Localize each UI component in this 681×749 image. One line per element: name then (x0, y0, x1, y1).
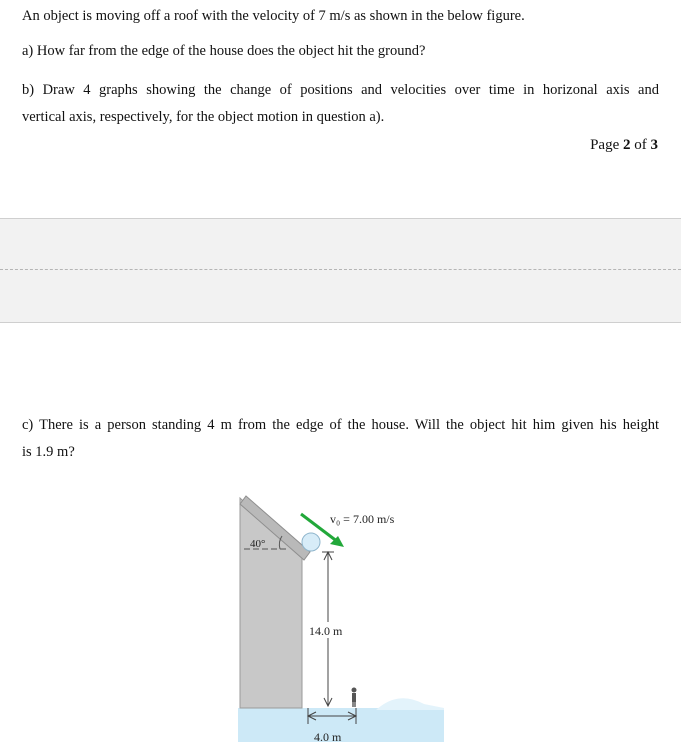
snow-mound (376, 698, 444, 710)
figure-svg (238, 492, 448, 742)
page-current: 2 (623, 137, 631, 153)
person-head (352, 688, 357, 693)
question-b-line2: vertical axis, respectively, for the object motion in question a). (22, 109, 385, 125)
problem-intro: An object is moving off a roof with the velocity of 7 m/s as shown in the below figure. (22, 8, 525, 24)
ball (302, 533, 320, 551)
question-c-line2: is 1.9 m? (22, 444, 75, 460)
roof-projectile-figure (238, 492, 448, 742)
page-number (590, 137, 658, 154)
page-break-dashed-line (0, 269, 681, 270)
question-b-line1: b) Draw 4 graphs showing the change of positions and velocities over time in horizonal axis and (22, 82, 659, 98)
page-of: of (634, 137, 647, 153)
height-label: 14.0 m (309, 624, 343, 638)
angle-label: 40° (250, 538, 266, 550)
question-a: a) How far from the edge of the house does the object hit the ground? (22, 43, 426, 59)
question-c-line1: c) There is a person standing 4 m from the edge of the house. Will the object hit him given his height (22, 417, 659, 433)
distance-label: 4.0 m (314, 730, 342, 742)
page-total: 3 (650, 137, 658, 153)
page-break (0, 218, 681, 323)
velocity-label: v₀ = 7.00 m/s (330, 512, 395, 526)
person-body (352, 693, 356, 702)
page-label: Page (590, 137, 620, 153)
